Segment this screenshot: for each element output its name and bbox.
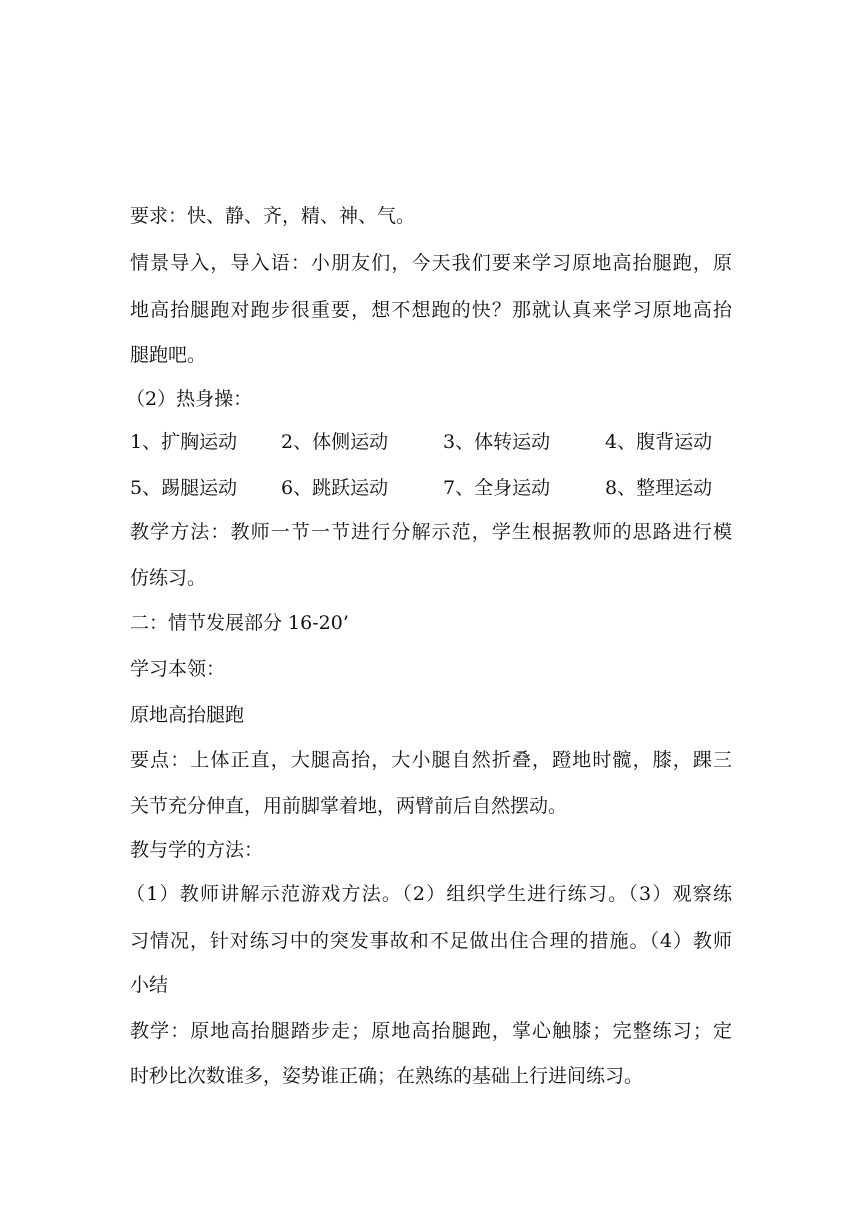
- key-points-line-2: 关节充分伸直，用前脚掌着地，两臂前后自然摆动。: [130, 795, 568, 817]
- exercise-item: 3、体转运动: [443, 431, 551, 453]
- key-points-line-1: 要点：上体正直，大腿高抬，大小腿自然折叠，蹬地时髋，膝，踝三: [130, 749, 732, 771]
- exercise-item: 4、腹背运动: [605, 431, 713, 453]
- exercise-item: 8、整理运动: [605, 477, 713, 499]
- teaching-method-line-2: 仿练习。: [130, 567, 207, 589]
- exercise-item: 6、跳跃运动: [281, 477, 389, 499]
- intro-line-2: 地高抬腿跑对跑步很重要，想不想跑的快？那就认真来学习原地高抬: [130, 299, 732, 321]
- methods-line-2: 习情况，针对练习中的突发事故和不足做出住合理的措施。（4）教师: [130, 930, 732, 952]
- intro-line-1: 情景导入，导入语：小朋友们，今天我们要来学习原地高抬腿跑，原: [130, 252, 732, 274]
- teaching-line-2: 时秒比次数谁多，姿势谁正确；在熟练的基础上行进间练习。: [130, 1065, 644, 1087]
- learning-skills-label: 学习本领：: [130, 658, 226, 680]
- teaching-method-line-1: 教学方法：教师一节一节进行分解示范，学生根据教师的思路进行模: [130, 521, 732, 543]
- exercise-item: 5、踢腿运动: [130, 477, 238, 499]
- exercise-item: 1、扩胸运动: [130, 431, 238, 453]
- teaching-line-1: 教学：原地高抬腿踏步走；原地高抬腿跑，掌心触膝；完整练习；定: [130, 1020, 732, 1042]
- methods-line-3: 小结: [130, 974, 169, 996]
- exercise-item: 2、体侧运动: [281, 431, 389, 453]
- exercise-row-2: [130, 476, 750, 500]
- exercise-row-1: [130, 430, 750, 454]
- skill-title: 原地高抬腿跑: [130, 704, 245, 726]
- requirements-line: 要求：快、静、齐，精、神、气。: [130, 205, 416, 227]
- methods-heading: 教与学的方法：: [130, 839, 264, 861]
- section-heading: 二：情节发展部分 16-20’: [130, 612, 349, 634]
- warmup-heading: （2）热身操：: [126, 388, 253, 410]
- exercise-item: 7、全身运动: [443, 477, 551, 499]
- methods-line-1: （1）教师讲解示范游戏方法。（2）组织学生进行练习。（3）观察练: [126, 883, 732, 905]
- intro-line-3: 腿跑吧。: [130, 344, 207, 366]
